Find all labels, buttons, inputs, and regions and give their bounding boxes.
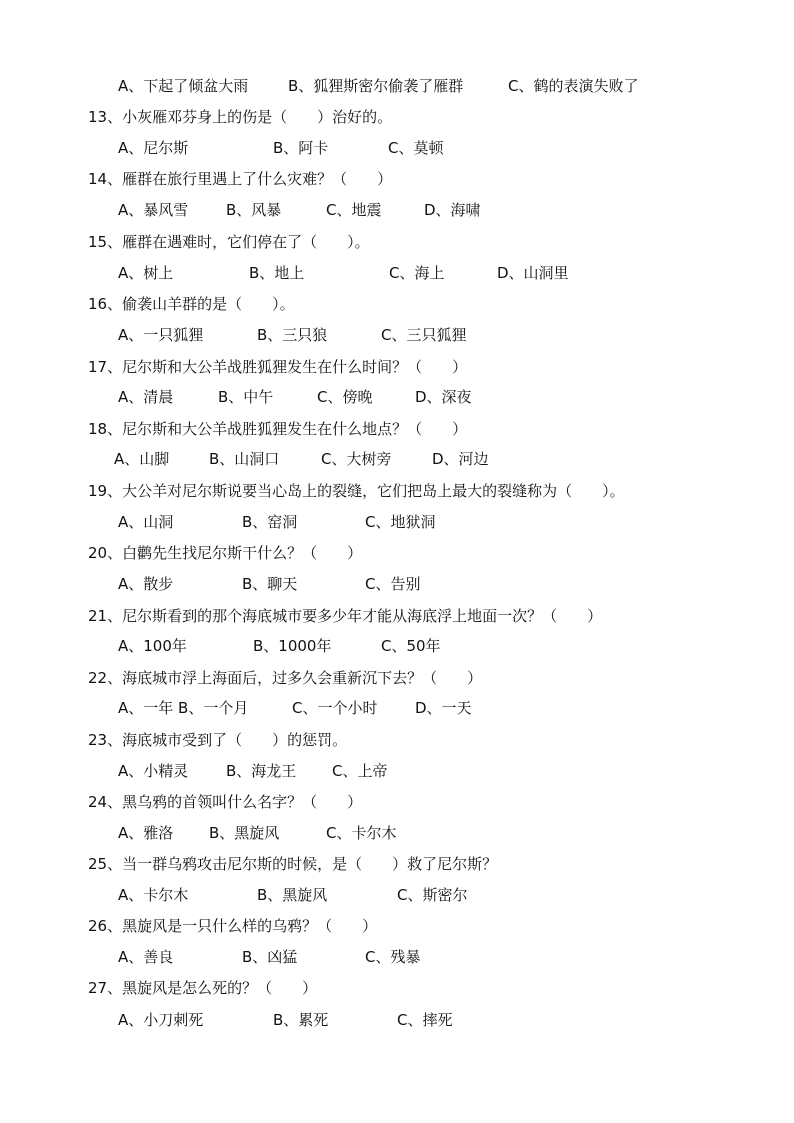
answer-option: C、大树旁	[321, 450, 392, 468]
answer-option: B、黑旋风	[209, 824, 280, 842]
answer-option: A、山脚	[114, 450, 170, 468]
answer-option: C、莫顿	[388, 139, 444, 157]
answer-option: B、黑旋风	[257, 886, 328, 904]
answer-option: C、残暴	[365, 948, 421, 966]
answer-option: B、三只狼	[257, 326, 328, 344]
answer-option: C、地震	[326, 201, 382, 219]
answer-option: D、河边	[432, 450, 489, 468]
answer-option: B、山洞口	[209, 450, 280, 468]
answer-option: A、山洞	[118, 513, 174, 531]
question-text: 24、黑乌鸦的首领叫什么名字？（ ）	[88, 793, 363, 811]
answer-option: B、狐狸斯密尔偷袭了雁群	[288, 77, 464, 95]
answer-option: B、窑洞	[242, 513, 298, 531]
answer-option: A、清晨	[118, 388, 174, 406]
answer-option: B、风暴	[226, 201, 282, 219]
answer-option: B、地上	[249, 264, 305, 282]
answer-option: C、摔死	[397, 1011, 453, 1029]
answer-option: C、一个小时	[292, 699, 378, 717]
answer-option: A、小精灵	[118, 762, 189, 780]
question-text: 20、白鹳先生找尼尔斯干什么？（ ）	[88, 544, 363, 562]
answer-option: A、下起了倾盆大雨	[118, 77, 249, 95]
question-text: 17、尼尔斯和大公羊战胜狐狸发生在什么时间？（ ）	[88, 358, 468, 376]
question-text: 15、雁群在遇难时，它们停在了（ ）。	[88, 233, 370, 251]
answer-option: B、1000年	[253, 637, 332, 655]
answer-option: C、地狱洞	[365, 513, 436, 531]
question-text: 25、当一群乌鸦攻击尼尔斯的时候，是（ ）救了尼尔斯？	[88, 855, 498, 873]
answer-option: C、海上	[389, 264, 445, 282]
answer-option: D、一天	[415, 699, 472, 717]
question-text: 23、海底城市受到了（ ）的惩罚。	[88, 731, 348, 749]
question-text: 21、尼尔斯看到的那个海底城市要多少年才能从海底浮上地面一次？（ ）	[88, 607, 603, 625]
answer-option: A、善良	[118, 948, 174, 966]
answer-option: C、告别	[365, 575, 421, 593]
question-text: 27、黑旋风是怎么死的？（ ）	[88, 979, 318, 997]
answer-option: C、卡尔木	[326, 824, 397, 842]
answer-option: C、傍晚	[317, 388, 373, 406]
answer-option: D、山洞里	[497, 264, 569, 282]
answer-option: A、一只狐狸	[118, 326, 204, 344]
answer-option: B、阿卡	[273, 139, 329, 157]
answer-option: A、卡尔木	[118, 886, 189, 904]
answer-option: A、100年	[118, 637, 187, 655]
answer-option: C、50年	[381, 637, 441, 655]
answer-option: B、中午	[218, 388, 274, 406]
question-text: 22、海底城市浮上海面后，过多久会重新沉下去？（ ）	[88, 669, 483, 687]
answer-option: B、凶猛	[242, 948, 298, 966]
answer-option: C、上帝	[332, 762, 388, 780]
answer-option: A、雅洛	[118, 824, 174, 842]
answer-option: A、尼尔斯	[118, 139, 189, 157]
answer-option: C、斯密尔	[397, 886, 468, 904]
question-text: 26、黑旋风是一只什么样的乌鸦？（ ）	[88, 917, 378, 935]
answer-option: A、一年 B、一个月	[118, 699, 249, 717]
answer-option: C、三只狐狸	[381, 326, 467, 344]
question-text: 19、大公羊对尼尔斯说要当心岛上的裂缝，它们把岛上最大的裂缝称为（ ）。	[88, 482, 625, 500]
answer-option: B、累死	[273, 1011, 329, 1029]
answer-option: A、树上	[118, 264, 174, 282]
answer-option: A、散步	[118, 575, 174, 593]
answer-option: D、深夜	[415, 388, 472, 406]
answer-option: B、海龙王	[226, 762, 297, 780]
answer-option: D、海啸	[424, 201, 481, 219]
question-text: 14、雁群在旅行里遇上了什么灾难？（ ）	[88, 170, 393, 188]
question-text: 18、尼尔斯和大公羊战胜狐狸发生在什么地点？（ ）	[88, 420, 468, 438]
question-text: 13、小灰雁邓芬身上的伤是（ ）治好的。	[88, 108, 393, 126]
answer-option: A、小刀刺死	[118, 1011, 204, 1029]
answer-option: C、鹤的表演失败了	[508, 77, 639, 95]
answer-option: A、暴风雪	[118, 201, 189, 219]
question-text: 16、偷袭山羊群的是（ ）。	[88, 295, 295, 313]
answer-option: B、聊天	[242, 575, 298, 593]
